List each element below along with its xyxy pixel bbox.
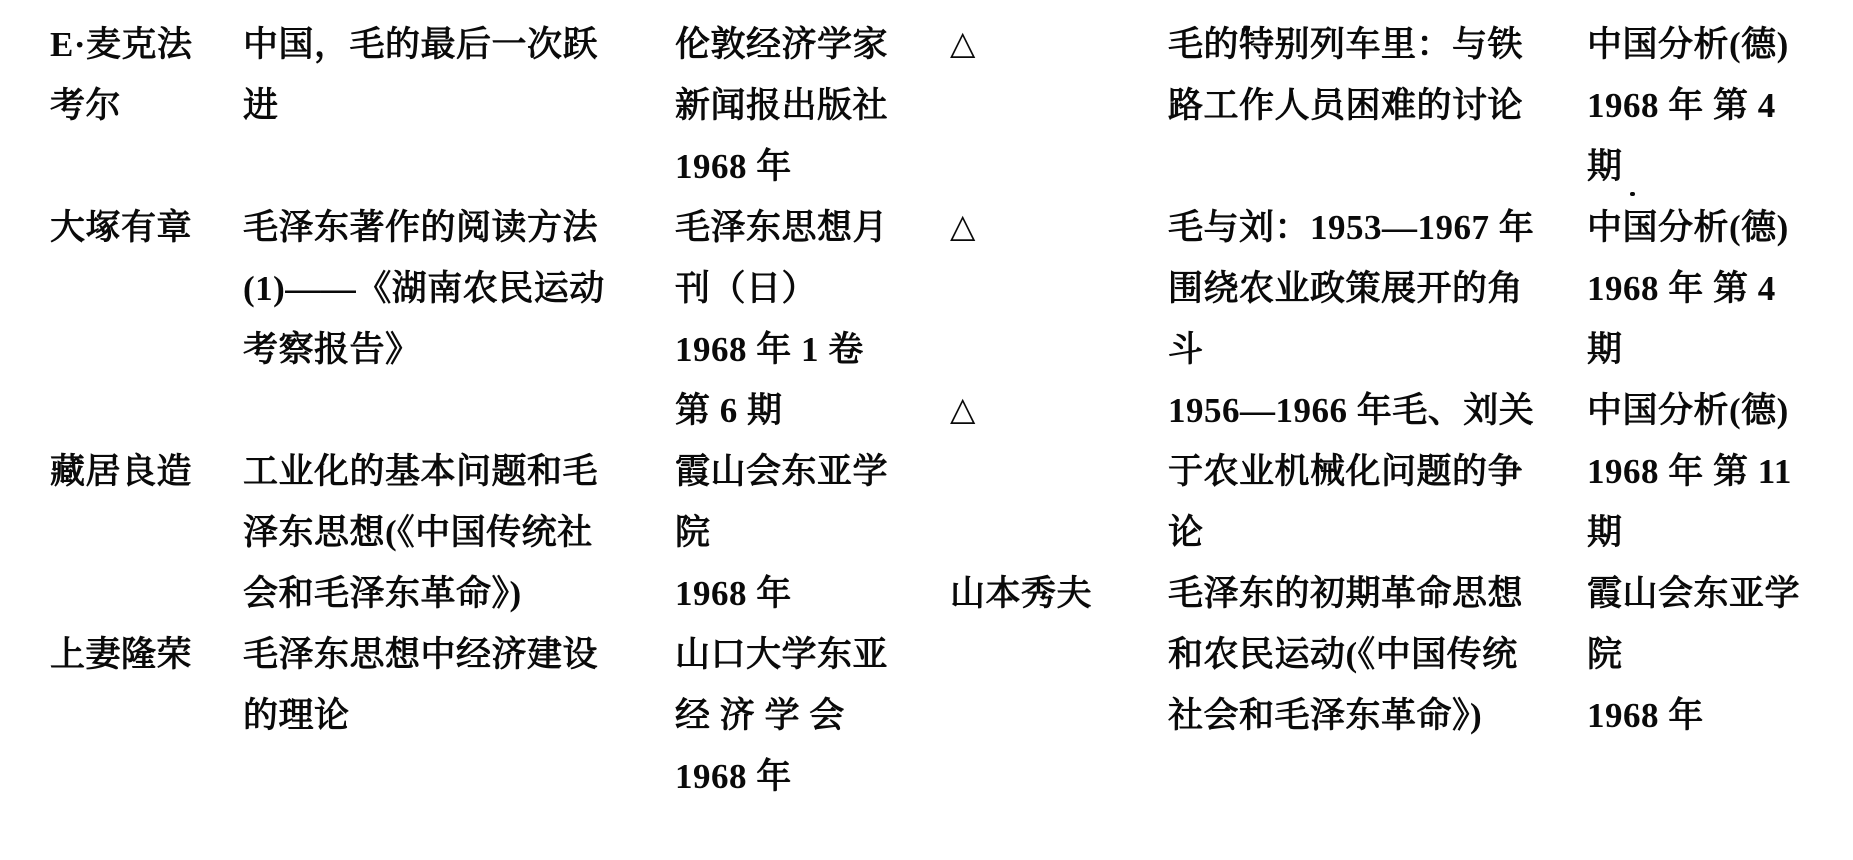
source-line: 第 6 期	[675, 391, 783, 430]
title-line: 毛的特别列车里：与铁	[1168, 25, 1524, 64]
title-line: 1956—1966 年毛、刘关	[1168, 391, 1535, 430]
source-cell	[675, 14, 905, 197]
source-line: 期	[1587, 513, 1623, 552]
source-cell	[1587, 14, 1853, 197]
source-line: 期	[1587, 147, 1623, 186]
source-line: 霞山会东亚学	[1587, 574, 1801, 613]
author-line: 藏居良造	[50, 452, 193, 491]
source-line: 毛泽东思想月	[675, 208, 889, 247]
title-line: (1)——《湖南农民运动	[243, 269, 605, 308]
source-line: 1968 年	[675, 147, 792, 186]
title-line: 工业化的基本问题和毛	[243, 452, 599, 491]
author-cell	[50, 197, 243, 441]
source-line: 伦敦经济学家	[675, 25, 889, 64]
triangle-marker: △	[950, 392, 976, 428]
bibliography-left-column	[50, 14, 905, 807]
triangle-marker: △	[950, 209, 976, 245]
source-line: 刊（日）	[675, 269, 818, 308]
title-cell	[243, 14, 675, 197]
source-cell	[675, 624, 905, 807]
author-cell	[950, 380, 1168, 563]
author-line: 大塚有章	[50, 208, 193, 247]
author-line: E·麦克法	[50, 25, 193, 64]
source-cell	[675, 441, 905, 624]
source-cell	[1587, 563, 1853, 746]
source-line: 1968 年 第 4	[1587, 86, 1776, 125]
title-line: 于农业机械化问题的争	[1168, 452, 1524, 491]
bibliography-entry	[950, 14, 1853, 197]
author-cell	[950, 563, 1168, 746]
bibliography-right-column	[950, 14, 1853, 746]
bibliography-entry	[50, 14, 905, 197]
source-cell	[1587, 380, 1853, 563]
author-cell	[50, 14, 243, 197]
title-line: 毛泽东的初期革命思想	[1168, 574, 1524, 613]
title-line: 毛与刘：1953—1967 年	[1168, 208, 1535, 247]
title-cell	[243, 441, 675, 624]
title-line: 的理论	[243, 696, 350, 735]
source-cell	[675, 197, 905, 441]
title-line: 进	[243, 86, 279, 125]
source-cell	[1587, 197, 1853, 380]
author-cell	[50, 441, 243, 624]
title-cell	[1168, 380, 1587, 563]
title-line: 论	[1168, 513, 1204, 552]
title-line: 和农民运动(《中国传统	[1168, 635, 1518, 674]
title-line: 泽东思想(《中国传统社	[243, 513, 593, 552]
title-line: 围绕农业政策展开的角	[1168, 269, 1524, 308]
title-line: 毛泽东著作的阅读方法	[243, 208, 599, 247]
source-line: 中国分析(德)	[1587, 208, 1789, 247]
bibliography-entry	[950, 380, 1853, 563]
author-line: 考尔	[50, 86, 122, 125]
source-line: 中国分析(德)	[1587, 25, 1789, 64]
source-line: 1968 年	[675, 574, 792, 613]
title-line: 毛泽东思想中经济建设	[243, 635, 599, 674]
title-line: 考察报告》	[243, 330, 421, 369]
author-cell	[950, 14, 1168, 197]
bibliography-entry	[50, 624, 905, 807]
author-cell	[950, 197, 1168, 380]
source-line: 中国分析(德)	[1587, 391, 1789, 430]
title-cell	[243, 197, 675, 441]
source-line: 1968 年	[675, 757, 792, 796]
source-line: 1968 年 第 11	[1587, 452, 1792, 491]
title-cell	[1168, 14, 1587, 197]
source-line: 1968 年 1 卷	[675, 330, 864, 369]
source-line: 经 济 学 会	[675, 696, 845, 735]
source-line: 期	[1587, 330, 1623, 369]
source-line: 新闻报出版社	[675, 86, 889, 125]
title-line: 路工作人员困难的讨论	[1168, 86, 1524, 125]
source-line: 山口大学东亚	[675, 635, 889, 674]
bibliography-entry	[50, 441, 905, 624]
source-line: 院	[1587, 635, 1623, 674]
title-cell	[1168, 197, 1587, 380]
triangle-marker: △	[950, 26, 976, 62]
author-line: 山本秀夫	[950, 574, 1093, 613]
title-line: 会和毛泽东革命》)	[243, 574, 522, 613]
title-line: 斗	[1168, 330, 1204, 369]
source-line: 1968 年 第 4	[1587, 269, 1776, 308]
bibliography-entry	[50, 197, 905, 441]
title-line: 社会和毛泽东革命》)	[1168, 696, 1483, 735]
source-line: 霞山会东亚学	[675, 452, 889, 491]
title-cell	[243, 624, 675, 807]
author-cell	[50, 624, 243, 807]
bibliography-entry	[950, 197, 1853, 380]
title-cell	[1168, 563, 1587, 746]
bibliography-entry	[950, 563, 1853, 746]
source-line: 1968 年	[1587, 696, 1704, 735]
author-line: 上妻隆荣	[50, 635, 193, 674]
source-line: 院	[675, 513, 711, 552]
title-line: 中国，毛的最后一次跃	[243, 25, 599, 64]
